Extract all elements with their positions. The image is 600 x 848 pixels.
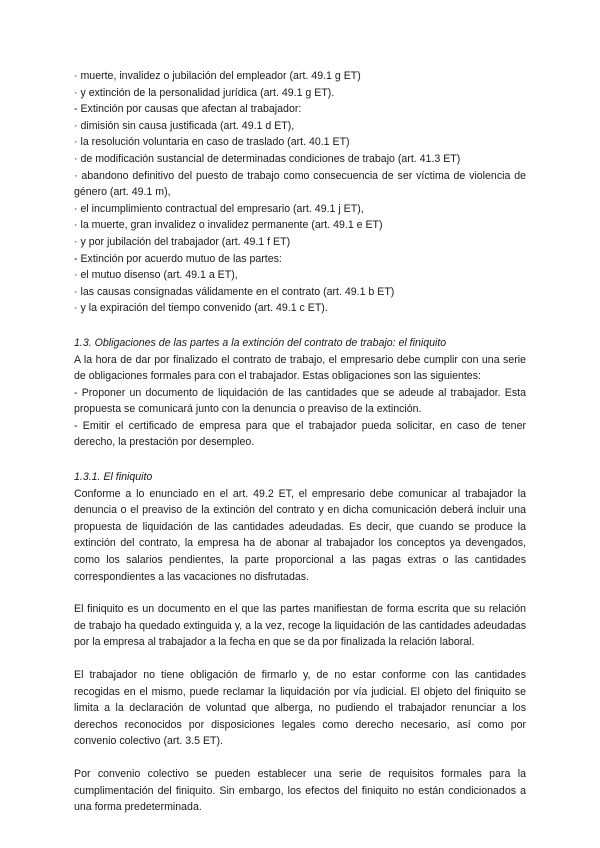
list-item: · las causas consignadas válidamente en el contrato (art. 49.1 b ET) xyxy=(74,285,395,298)
paragraph: El finiquito es un documento en el que las partes manifiestan de forma escrita que su relación de trabajo ha quedado extinguida y, a la vez, recoge la liquidación de las cantidades adeudadas por la empresa al trabajador a la fecha en que se da por finalizada la relación laboral. xyxy=(74,603,526,649)
list-item: · y la expiración del tiempo convenido (art. 49.1 c ET). xyxy=(74,302,328,315)
paragraph-spacer xyxy=(74,651,526,667)
paragraph: El trabajador no tiene obligación de firmarlo y, de no estar conforme con las cantidades recogidas en el mismo, puede reclamar la liquidación por vía judicial. El objeto del finiquito se limita a la declaración de voluntad que alberga, no pudiendo el trabajador renunciar a los derechos reconocidos por disposiciones legales como derecho necesario, así como por convenio colectivo (art. 3.5 ET). xyxy=(74,669,526,748)
list-item: · muerte, invalidez o jubilación del empleador (art. 49.1 g ET) xyxy=(74,70,361,82)
list-item: · de modificación sustancial de determinadas condiciones de trabajo (art. 41.3 ET) xyxy=(74,152,461,165)
list-item: · la muerte, gran invalidez o invalidez permanente (art. 49.1 e ET) xyxy=(74,219,383,232)
list-item: · el incumplimiento contractual del empresario (art. 49.1 j ET), xyxy=(74,202,364,215)
obligation-item: - Emitir el certificado de empresa para que el trabajador pueda solicitar, en caso de tener derecho, la prestación por desempleo. xyxy=(74,419,526,449)
list-item: · la resolución voluntaria en caso de traslado (art. 40.1 ET) xyxy=(74,136,350,149)
extinction-causes-list xyxy=(74,68,526,317)
list-item: · y extinción de la personalidad jurídica (art. 49.1 g ET). xyxy=(74,86,335,99)
section-heading: 1.3. Obligaciones de las partes a la extinción del contrato de trabajo: el finiquito xyxy=(74,336,447,349)
paragraph-spacer xyxy=(74,585,526,601)
section-intro: A la hora de dar por finalizado el contrato de trabajo, el empresario debe cumplir con una serie de obligaciones formales para con el trabajador. Estas obligaciones son las siguientes: xyxy=(74,353,526,383)
paragraph: Conforme a lo enunciado en el art. 49.2 ET, el empresario debe comunicar al trabajador la denuncia o el preaviso de la extinción del contrato y en dicha comunicación deberá incluir una propuesta de liquidación de las cantidades adeudadas. Es decir, que cuando se produce la extinción del contrato, la empresa ha de abonar al trabajador los conceptos ya devengados, como los salarios pendientes, la parte proporcional a las pagas extras o las cantidades correspondientes a las vacaciones no disfrutadas. xyxy=(74,487,526,583)
obligation-item: - Proponer un documento de liquidación de las cantidades que se adeude al trabajador. Esta propuesta se comunicará junto con la denuncia o preaviso de la extinción. xyxy=(74,386,526,416)
document-body xyxy=(74,68,526,816)
list-item: · abandono definitivo del puesto de trabajo como consecuencia de ser víctima de violencia de género (art. 49.1 m), xyxy=(74,169,526,199)
subsection-heading: 1.3.1. El finiquito xyxy=(74,471,153,484)
list-subheading: - Extinción por causas que afectan al trabajador: xyxy=(74,103,302,116)
paragraph-spacer xyxy=(74,750,526,766)
list-subheading: - Extinción por acuerdo mutuo de las partes: xyxy=(74,252,282,265)
list-item: · el mutuo disenso (art. 49.1 a ET), xyxy=(74,269,238,282)
paragraph: Por convenio colectivo se pueden establecer una serie de requisitos formales para la cumplimentación del finiquito. Sin embargo, los efectos del finiquito no están condicionados a una forma predeterminada. xyxy=(74,767,526,814)
list-item: · y por jubilación del trabajador (art. 49.1 f ET) xyxy=(74,235,291,248)
list-item: · dimisión sin causa justificada (art. 49.1 d ET), xyxy=(74,119,295,132)
